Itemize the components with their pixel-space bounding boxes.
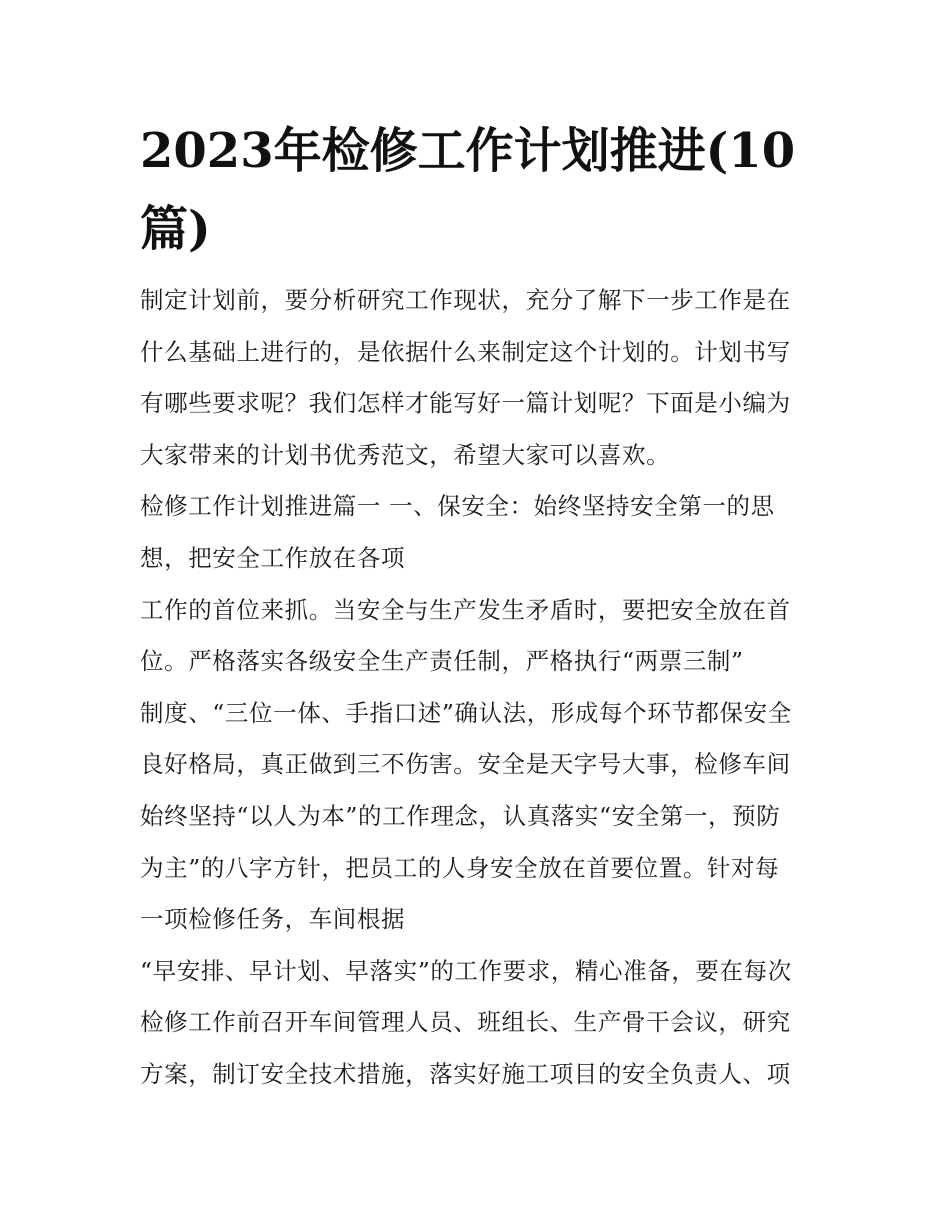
body-line: 想，把安全工作放在各项 [140,543,406,572]
body-line: 方案，制订安全技术措施，落实好施工项目的安全负责人、项 [140,1059,791,1088]
body-line: 什么基础上进行的，是依据什么来制定这个计划的。计划书写 [140,337,791,366]
body-line: 始终坚持“以人为本”的工作理念，认真落实“安全第一，预防 [140,801,781,830]
body-line: 为主”的八字方针，把员工的人身安全放在首要位置。针对每 [140,853,780,882]
body-line: 大家带来的计划书优秀范文，希望大家可以喜欢。 [140,440,671,469]
body-line: 良好格局，真正做到三不伤害。安全是天字号大事，检修车间 [140,750,791,779]
body-line: “早安排、早计划、早落实”的工作要求，精心准备，要在每次 [140,956,792,985]
title-line-1: 2023年检修工作计划推进(10 [140,123,796,179]
body-line: 一项检修任务，车间根据 [140,905,406,934]
body-line: 制度、“三位一体、手指口述”确认法，形成每个环节都保安全 [140,698,792,727]
body-line: 检修工作前召开车间管理人员、班组长、生产骨干会议，研究 [140,1008,791,1037]
body-line: 检修工作计划推进篇一 一、保安全：始终坚持安全第一的思 [140,492,775,521]
body-line: 有哪些要求呢？我们怎样才能写好一篇计划呢？下面是小编为 [140,389,791,418]
body-line: 制定计划前，要分析研究工作现状，充分了解下一步工作是在 [140,286,791,314]
body-line: 工作的首位来抓。当安全与生产发生矛盾时，要把安全放在首 [140,595,791,624]
document-title [140,112,820,268]
title-line-2: 篇) [140,201,211,257]
body-line: 位。严格落实各级安全生产责任制，严格执行“两票三制” [140,647,744,676]
document-body [140,280,820,1106]
